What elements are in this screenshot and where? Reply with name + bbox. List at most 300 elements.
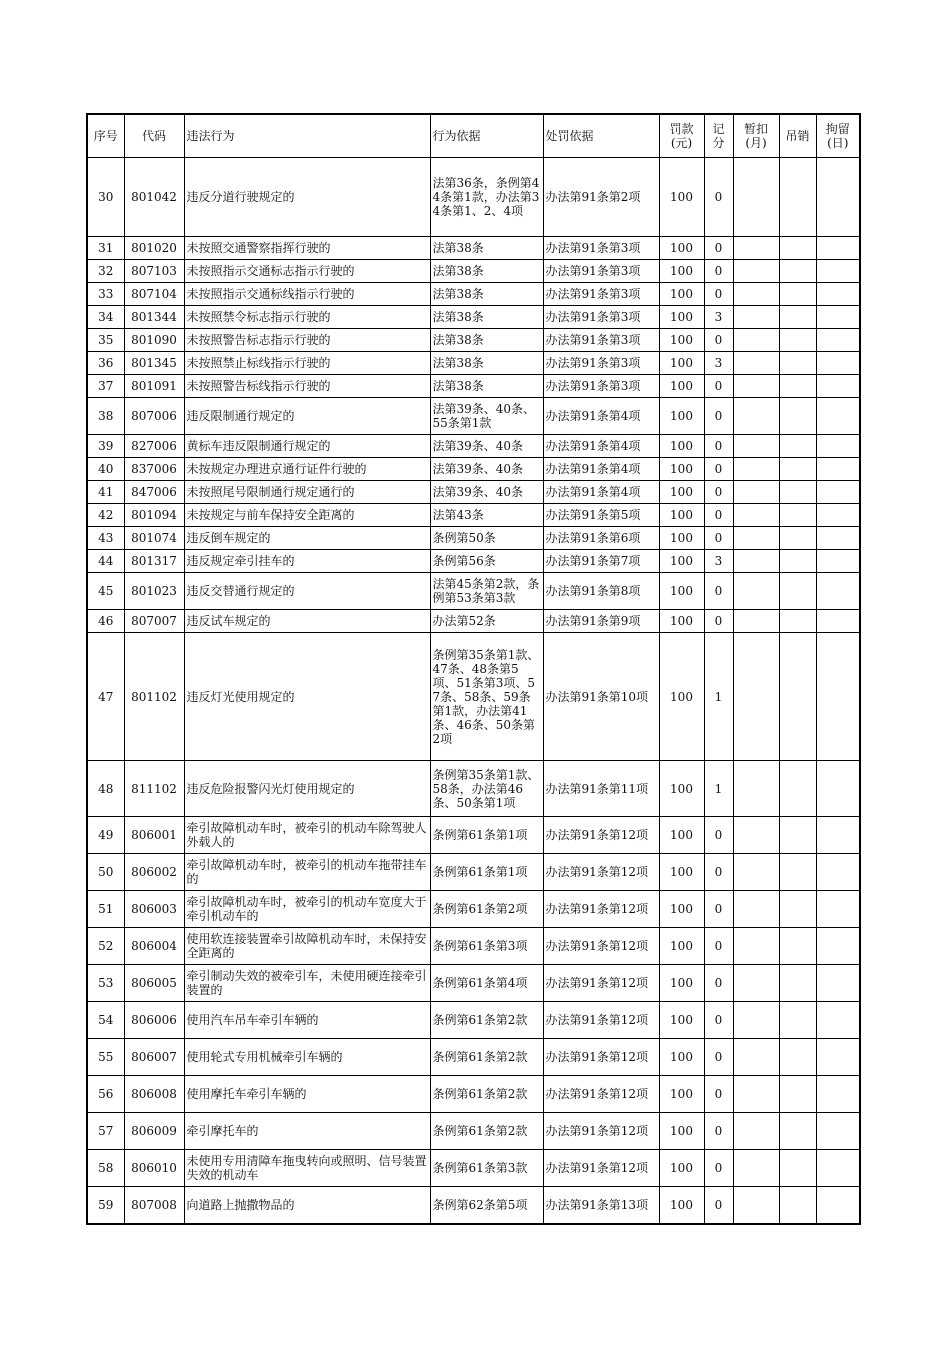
- row-penalty-basis: 办法第91条第8项: [543, 573, 659, 610]
- row-fine: 100: [659, 158, 704, 237]
- header-points: 记 分: [704, 114, 733, 158]
- row-fine: 100: [659, 260, 704, 283]
- row-penalty-basis: 办法第91条第7项: [543, 550, 659, 573]
- row-suspend: [733, 260, 779, 283]
- row-seq: 31: [87, 237, 124, 260]
- row-detain: [816, 891, 860, 928]
- row-revoke: [779, 854, 816, 891]
- row-code: 806005: [124, 965, 184, 1002]
- row-seq: 37: [87, 375, 124, 398]
- row-points: 0: [704, 158, 733, 237]
- header-violation: 违法行为: [184, 114, 430, 158]
- row-points: 0: [704, 1076, 733, 1113]
- row-suspend: [733, 928, 779, 965]
- row-fine: 100: [659, 352, 704, 375]
- row-suspend: [733, 435, 779, 458]
- row-detain: [816, 158, 860, 237]
- row-penalty-basis: 办法第91条第3项: [543, 283, 659, 306]
- row-seq: 44: [87, 550, 124, 573]
- row-revoke: [779, 458, 816, 481]
- row-revoke: [779, 158, 816, 237]
- table-row: [87, 1150, 860, 1187]
- row-suspend: [733, 1002, 779, 1039]
- row-penalty-basis: 办法第91条第12项: [543, 1076, 659, 1113]
- row-basis: 条例第61条第1项: [430, 817, 543, 854]
- row-fine: 100: [659, 237, 704, 260]
- row-suspend: [733, 1150, 779, 1187]
- row-basis: 法第45条第2款，条例第53条第3款: [430, 573, 543, 610]
- row-basis: 条例第50条: [430, 527, 543, 550]
- row-seq: 33: [87, 283, 124, 306]
- row-code: 801020: [124, 237, 184, 260]
- row-points: 0: [704, 1039, 733, 1076]
- row-penalty-basis: 办法第91条第12项: [543, 891, 659, 928]
- table-row: [87, 1187, 860, 1224]
- row-seq: 53: [87, 965, 124, 1002]
- row-suspend: [733, 458, 779, 481]
- row-points: 0: [704, 817, 733, 854]
- row-seq: 35: [87, 329, 124, 352]
- row-code: 806006: [124, 1002, 184, 1039]
- row-revoke: [779, 1076, 816, 1113]
- row-penalty-basis: 办法第91条第10项: [543, 633, 659, 761]
- row-fine: 100: [659, 854, 704, 891]
- table-row: [87, 1039, 860, 1076]
- row-detain: [816, 398, 860, 435]
- row-detain: [816, 329, 860, 352]
- row-code: 801344: [124, 306, 184, 329]
- row-suspend: [733, 237, 779, 260]
- row-fine: 100: [659, 458, 704, 481]
- row-seq: 45: [87, 573, 124, 610]
- row-seq: 52: [87, 928, 124, 965]
- table-row: [87, 1113, 860, 1150]
- table-row: [87, 398, 860, 435]
- row-detain: [816, 550, 860, 573]
- row-detain: [816, 1187, 860, 1224]
- row-detain: [816, 633, 860, 761]
- row-code: 807103: [124, 260, 184, 283]
- row-code: 807104: [124, 283, 184, 306]
- table-row: [87, 817, 860, 854]
- row-basis: 条例第35条第1款、47条、48条第5项、51条第3项、57条、58条、59条第1款，办法第41条、46条、50条第2项: [430, 633, 543, 761]
- row-detain: [816, 458, 860, 481]
- row-detain: [816, 1113, 860, 1150]
- table-row: [87, 158, 860, 237]
- row-seq: 54: [87, 1002, 124, 1039]
- row-suspend: [733, 158, 779, 237]
- row-code: 806008: [124, 1076, 184, 1113]
- row-penalty-basis: 办法第91条第4项: [543, 435, 659, 458]
- table-row: [87, 375, 860, 398]
- row-suspend: [733, 550, 779, 573]
- header-code: 代码: [124, 114, 184, 158]
- table-row: [87, 458, 860, 481]
- row-basis: 条例第61条第3款: [430, 1150, 543, 1187]
- row-detain: [816, 481, 860, 504]
- header-basis: 行为依据: [430, 114, 543, 158]
- row-code: 801102: [124, 633, 184, 761]
- row-seq: 58: [87, 1150, 124, 1187]
- row-basis: 条例第61条第1项: [430, 854, 543, 891]
- row-detain: [816, 817, 860, 854]
- row-suspend: [733, 633, 779, 761]
- row-points: 0: [704, 375, 733, 398]
- row-code: 806009: [124, 1113, 184, 1150]
- row-revoke: [779, 928, 816, 965]
- row-code: 801042: [124, 158, 184, 237]
- row-points: 0: [704, 610, 733, 633]
- row-seq: 47: [87, 633, 124, 761]
- row-points: 0: [704, 1150, 733, 1187]
- row-basis: 法第36条，条例第44条第1款，办法第34条第1、2、4项: [430, 158, 543, 237]
- row-penalty-basis: 办法第91条第4项: [543, 398, 659, 435]
- table-row: [87, 761, 860, 817]
- table-row: [87, 928, 860, 965]
- row-detain: [816, 283, 860, 306]
- row-detain: [816, 435, 860, 458]
- row-violation: 未按照警告标志指示行驶的: [184, 329, 430, 352]
- row-suspend: [733, 1187, 779, 1224]
- table-row: [87, 965, 860, 1002]
- row-violation: 违反倒车规定的: [184, 527, 430, 550]
- row-fine: 100: [659, 610, 704, 633]
- row-revoke: [779, 550, 816, 573]
- row-points: 0: [704, 283, 733, 306]
- row-revoke: [779, 610, 816, 633]
- row-revoke: [779, 1150, 816, 1187]
- row-violation: 未按照禁令标志指示行驶的: [184, 306, 430, 329]
- table-row: [87, 854, 860, 891]
- row-detain: [816, 1150, 860, 1187]
- row-code: 807008: [124, 1187, 184, 1224]
- row-detain: [816, 527, 860, 550]
- row-violation: 牵引故障机动车时，被牵引的机动车除驾驶人外载人的: [184, 817, 430, 854]
- row-fine: 100: [659, 817, 704, 854]
- row-violation: 违反灯光使用规定的: [184, 633, 430, 761]
- row-fine: 100: [659, 965, 704, 1002]
- row-fine: 100: [659, 481, 704, 504]
- row-violation: 牵引故障机动车时，被牵引的机动车拖带挂车的: [184, 854, 430, 891]
- row-basis: 法第39条、40条: [430, 458, 543, 481]
- row-detain: [816, 761, 860, 817]
- row-fine: 100: [659, 527, 704, 550]
- row-seq: 46: [87, 610, 124, 633]
- row-detain: [816, 375, 860, 398]
- row-violation: 向道路上抛撒物品的: [184, 1187, 430, 1224]
- row-points: 0: [704, 928, 733, 965]
- row-seq: 34: [87, 306, 124, 329]
- row-penalty-basis: 办法第91条第3项: [543, 237, 659, 260]
- row-revoke: [779, 329, 816, 352]
- row-fine: 100: [659, 1150, 704, 1187]
- row-basis: 法第39条、40条: [430, 435, 543, 458]
- row-violation: 违反限制通行规定的: [184, 398, 430, 435]
- row-suspend: [733, 527, 779, 550]
- row-code: 801317: [124, 550, 184, 573]
- row-points: 0: [704, 1002, 733, 1039]
- row-seq: 50: [87, 854, 124, 891]
- table-row: [87, 283, 860, 306]
- row-penalty-basis: 办法第91条第12项: [543, 1002, 659, 1039]
- row-suspend: [733, 761, 779, 817]
- row-revoke: [779, 306, 816, 329]
- row-code: 806004: [124, 928, 184, 965]
- row-points: 0: [704, 504, 733, 527]
- row-points: 0: [704, 329, 733, 352]
- row-seq: 30: [87, 158, 124, 237]
- row-points: 0: [704, 1187, 733, 1224]
- row-suspend: [733, 1076, 779, 1113]
- row-revoke: [779, 965, 816, 1002]
- header-penalty-basis: 处罚依据: [543, 114, 659, 158]
- row-penalty-basis: 办法第91条第3项: [543, 306, 659, 329]
- row-points: 0: [704, 965, 733, 1002]
- row-suspend: [733, 891, 779, 928]
- header-seq: 序号: [87, 114, 124, 158]
- row-violation: 违反试车规定的: [184, 610, 430, 633]
- row-suspend: [733, 1113, 779, 1150]
- row-detain: [816, 352, 860, 375]
- row-code: 806010: [124, 1150, 184, 1187]
- row-code: 806007: [124, 1039, 184, 1076]
- row-seq: 48: [87, 761, 124, 817]
- row-points: 1: [704, 761, 733, 817]
- row-code: 801023: [124, 573, 184, 610]
- row-revoke: [779, 260, 816, 283]
- row-suspend: [733, 306, 779, 329]
- table-row: [87, 306, 860, 329]
- row-points: 0: [704, 854, 733, 891]
- row-basis: 法第39条、40条: [430, 481, 543, 504]
- row-revoke: [779, 481, 816, 504]
- row-basis: 法第43条: [430, 504, 543, 527]
- row-violation: 未按照警告标线指示行驶的: [184, 375, 430, 398]
- table-row: [87, 481, 860, 504]
- row-detain: [816, 965, 860, 1002]
- row-penalty-basis: 办法第91条第3项: [543, 375, 659, 398]
- table-row: [87, 352, 860, 375]
- row-suspend: [733, 352, 779, 375]
- row-seq: 42: [87, 504, 124, 527]
- row-seq: 56: [87, 1076, 124, 1113]
- row-seq: 51: [87, 891, 124, 928]
- row-basis: 法第38条: [430, 237, 543, 260]
- row-code: 806003: [124, 891, 184, 928]
- table-row: [87, 527, 860, 550]
- row-detain: [816, 573, 860, 610]
- row-penalty-basis: 办法第91条第4项: [543, 458, 659, 481]
- row-violation: 未按照尾号限制通行规定通行的: [184, 481, 430, 504]
- row-suspend: [733, 854, 779, 891]
- row-basis: 法第38条: [430, 260, 543, 283]
- table-row: [87, 329, 860, 352]
- row-code: 807006: [124, 398, 184, 435]
- row-violation: 未按照指示交通标志指示行驶的: [184, 260, 430, 283]
- row-points: 3: [704, 352, 733, 375]
- table-row: [87, 610, 860, 633]
- row-points: 0: [704, 481, 733, 504]
- row-fine: 100: [659, 1002, 704, 1039]
- row-penalty-basis: 办法第91条第12项: [543, 965, 659, 1002]
- row-revoke: [779, 375, 816, 398]
- row-fine: 100: [659, 928, 704, 965]
- row-violation: 未按照交通警察指挥行驶的: [184, 237, 430, 260]
- row-violation: 使用摩托车牵引车辆的: [184, 1076, 430, 1113]
- row-penalty-basis: 办法第91条第5项: [543, 504, 659, 527]
- row-basis: 条例第61条第2款: [430, 1039, 543, 1076]
- row-suspend: [733, 817, 779, 854]
- row-points: 0: [704, 237, 733, 260]
- row-basis: 条例第56条: [430, 550, 543, 573]
- row-points: 3: [704, 550, 733, 573]
- row-seq: 55: [87, 1039, 124, 1076]
- row-fine: 100: [659, 633, 704, 761]
- row-seq: 59: [87, 1187, 124, 1224]
- row-basis: 条例第61条第4项: [430, 965, 543, 1002]
- row-basis: 法第39条、40条、55条第1款: [430, 398, 543, 435]
- row-violation: 未按照指示交通标线指示行驶的: [184, 283, 430, 306]
- row-code: 801074: [124, 527, 184, 550]
- row-revoke: [779, 891, 816, 928]
- row-penalty-basis: 办法第91条第12项: [543, 817, 659, 854]
- violations-table: [86, 113, 861, 1225]
- row-points: 0: [704, 435, 733, 458]
- row-revoke: [779, 435, 816, 458]
- row-suspend: [733, 481, 779, 504]
- row-penalty-basis: 办法第91条第12项: [543, 1150, 659, 1187]
- row-revoke: [779, 1039, 816, 1076]
- row-points: 3: [704, 306, 733, 329]
- row-seq: 49: [87, 817, 124, 854]
- table-row: [87, 435, 860, 458]
- row-penalty-basis: 办法第91条第12项: [543, 1113, 659, 1150]
- row-points: 0: [704, 891, 733, 928]
- row-code: 806001: [124, 817, 184, 854]
- row-suspend: [733, 398, 779, 435]
- row-revoke: [779, 237, 816, 260]
- table-row: [87, 550, 860, 573]
- row-basis: 条例第35条第1款、58条，办法第46条、50条第1项: [430, 761, 543, 817]
- row-revoke: [779, 1002, 816, 1039]
- row-basis: 条例第62条第5项: [430, 1187, 543, 1224]
- row-seq: 32: [87, 260, 124, 283]
- table-row: [87, 504, 860, 527]
- row-penalty-basis: 办法第91条第6项: [543, 527, 659, 550]
- table-row: [87, 1002, 860, 1039]
- row-seq: 41: [87, 481, 124, 504]
- row-fine: 100: [659, 283, 704, 306]
- row-fine: 100: [659, 550, 704, 573]
- row-fine: 100: [659, 329, 704, 352]
- row-suspend: [733, 610, 779, 633]
- row-revoke: [779, 398, 816, 435]
- row-revoke: [779, 761, 816, 817]
- row-revoke: [779, 817, 816, 854]
- row-violation: 使用软连接装置牵引故障机动车时，未保持安全距离的: [184, 928, 430, 965]
- row-violation: 使用汽车吊车牵引车辆的: [184, 1002, 430, 1039]
- row-basis: 条例第61条第2款: [430, 1113, 543, 1150]
- row-penalty-basis: 办法第91条第11项: [543, 761, 659, 817]
- row-fine: 100: [659, 435, 704, 458]
- row-code: 837006: [124, 458, 184, 481]
- row-basis: 法第38条: [430, 283, 543, 306]
- row-points: 1: [704, 633, 733, 761]
- row-fine: 100: [659, 1039, 704, 1076]
- row-detain: [816, 1039, 860, 1076]
- row-detain: [816, 1002, 860, 1039]
- row-seq: 39: [87, 435, 124, 458]
- row-detain: [816, 928, 860, 965]
- row-penalty-basis: 办法第91条第3项: [543, 352, 659, 375]
- row-code: 801091: [124, 375, 184, 398]
- row-suspend: [733, 573, 779, 610]
- table-row: [87, 891, 860, 928]
- row-penalty-basis: 办法第91条第12项: [543, 928, 659, 965]
- row-seq: 36: [87, 352, 124, 375]
- row-revoke: [779, 1113, 816, 1150]
- row-code: 806002: [124, 854, 184, 891]
- table-row: [87, 237, 860, 260]
- row-suspend: [733, 375, 779, 398]
- row-penalty-basis: 办法第91条第13项: [543, 1187, 659, 1224]
- row-seq: 38: [87, 398, 124, 435]
- row-fine: 100: [659, 1187, 704, 1224]
- row-detain: [816, 306, 860, 329]
- row-points: 0: [704, 398, 733, 435]
- row-basis: 法第38条: [430, 352, 543, 375]
- row-suspend: [733, 329, 779, 352]
- row-violation: 牵引制动失效的被牵引车，未使用硬连接牵引装置的: [184, 965, 430, 1002]
- row-points: 0: [704, 573, 733, 610]
- row-penalty-basis: 办法第91条第9项: [543, 610, 659, 633]
- row-points: 0: [704, 458, 733, 481]
- row-detain: [816, 610, 860, 633]
- row-violation: 黄标车违反限制通行规定的: [184, 435, 430, 458]
- row-detain: [816, 260, 860, 283]
- row-violation: 未使用专用清障车拖曳转向或照明、信号装置失效的机动车: [184, 1150, 430, 1187]
- header-revoke: 吊销: [779, 114, 816, 158]
- row-violation: 牵引故障机动车时，被牵引的机动车宽度大于牵引机动车的: [184, 891, 430, 928]
- header-fine: 罚款 (元): [659, 114, 704, 158]
- row-seq: 43: [87, 527, 124, 550]
- table-row: [87, 260, 860, 283]
- row-fine: 100: [659, 1076, 704, 1113]
- table-row: [87, 573, 860, 610]
- row-violation: 使用轮式专用机械牵引车辆的: [184, 1039, 430, 1076]
- row-violation: 未按规定与前车保持安全距离的: [184, 504, 430, 527]
- row-fine: 100: [659, 398, 704, 435]
- row-suspend: [733, 504, 779, 527]
- row-code: 801090: [124, 329, 184, 352]
- row-penalty-basis: 办法第91条第12项: [543, 1039, 659, 1076]
- row-points: 0: [704, 260, 733, 283]
- row-violation: 违反分道行驶规定的: [184, 158, 430, 237]
- row-violation: 违反规定牵引挂车的: [184, 550, 430, 573]
- row-detain: [816, 237, 860, 260]
- row-fine: 100: [659, 375, 704, 398]
- header-detain: 拘留 (日): [816, 114, 860, 158]
- row-code: 811102: [124, 761, 184, 817]
- row-revoke: [779, 573, 816, 610]
- row-detain: [816, 1076, 860, 1113]
- row-revoke: [779, 1187, 816, 1224]
- header-suspend: 暂扣 (月): [733, 114, 779, 158]
- row-revoke: [779, 633, 816, 761]
- row-detain: [816, 854, 860, 891]
- row-violation: 违反交替通行规定的: [184, 573, 430, 610]
- table-row: [87, 1076, 860, 1113]
